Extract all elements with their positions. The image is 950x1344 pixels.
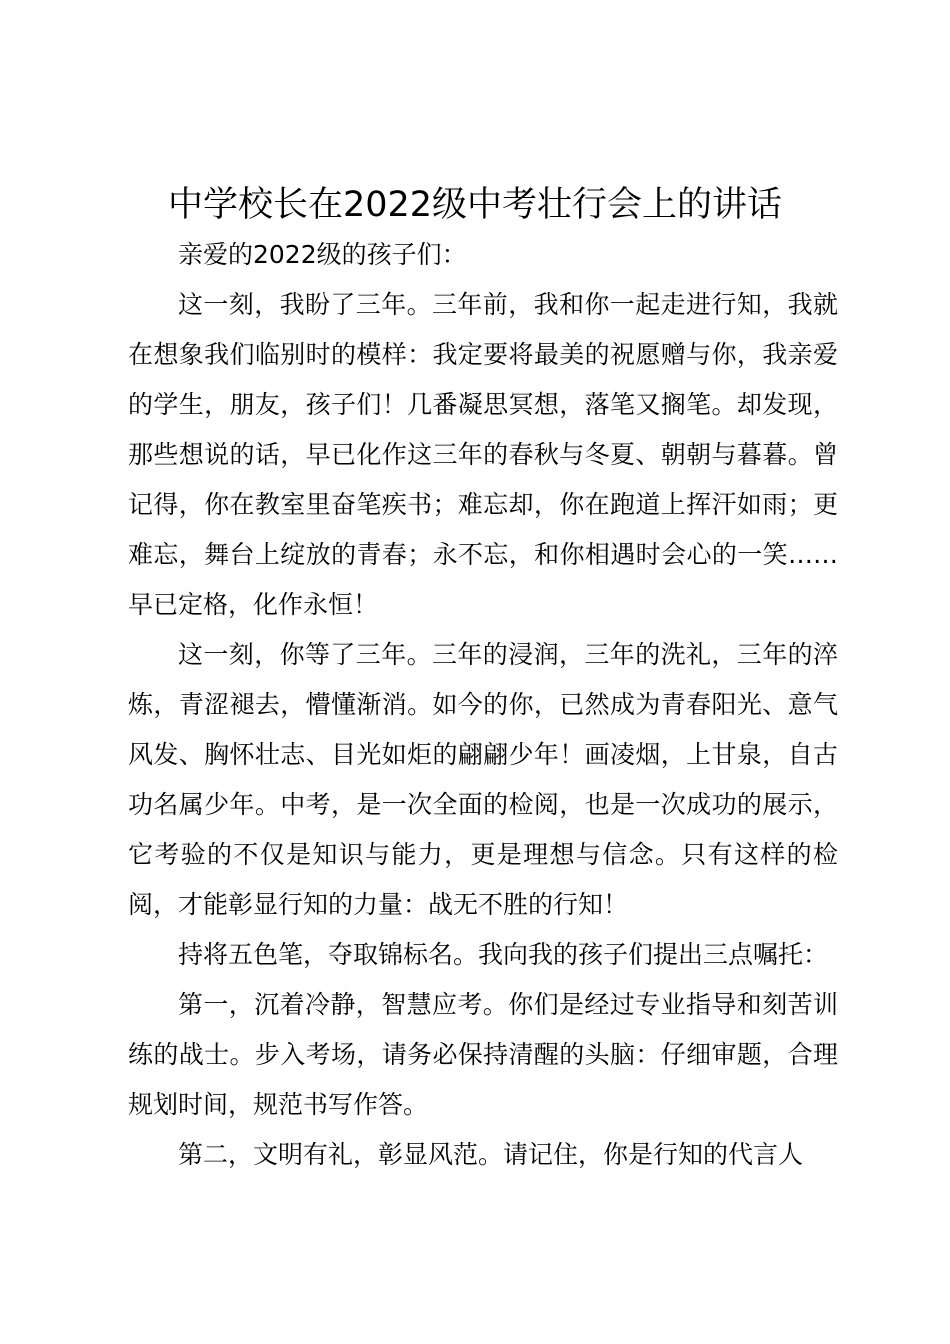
document-title: 中学校长在2022级中考壮行会上的讲话 (167, 185, 783, 225)
paragraph-this-moment-waited: 这一刻，我盼了三年。三年前，我和你一起走进行知，我就在想象我们临别时的模样：我定要将最美的祝愿赠与你，我亲爱的学生，朋友，孩子们！几番凝思冥想，落笔又搁笔。却发现，那些想说的话，早已化作这三年的春秋与冬夏、朝朝与暮暮。曾记得，你在教室里奋笔疾书；难忘却，你在跑道上挥汗如雨；更难忘，舞台上绽放的青春；永不忘，和你相遇时会心的一笑……早已定格，化作永恒！ (128, 290, 838, 619)
paragraph-three-wishes: 持将五色笔，夺取锦标名。我向我的孩子们提出三点嘱托： (178, 940, 829, 969)
paragraph-this-moment-you: 这一刻，你等了三年。三年的浸润，三年的洗礼，三年的淬炼，青涩褪去，懵懂渐消。如今的你，已然成为青春阳光、意气风发、胸怀壮志、目光如炬的翩翩少年！画凌烟，上甘泉，自古功名属少年。中考，是一次全面的检阅，也是一次成功的展示，它考验的不仅是知识与能力，更是理想与信念。只有这样的检阅，才能彰显行知的力量：战无不胜的行知！ (128, 640, 838, 919)
document-body (128, 230, 838, 1180)
paragraph-greeting: 亲爱的2022级的孩子们： (178, 240, 467, 269)
paragraph-first-wish: 第一，沉着冷静，智慧应考。你们是经过专业指导和刻苦训练的战士。步入考场，请务必保持清醒的头脑：仔细审题，合理规划时间，规范书写作答。 (128, 990, 838, 1119)
paragraph-second-wish: 第二，文明有礼，彰显风范。请记住，你是行知的代言人 (178, 1140, 804, 1169)
